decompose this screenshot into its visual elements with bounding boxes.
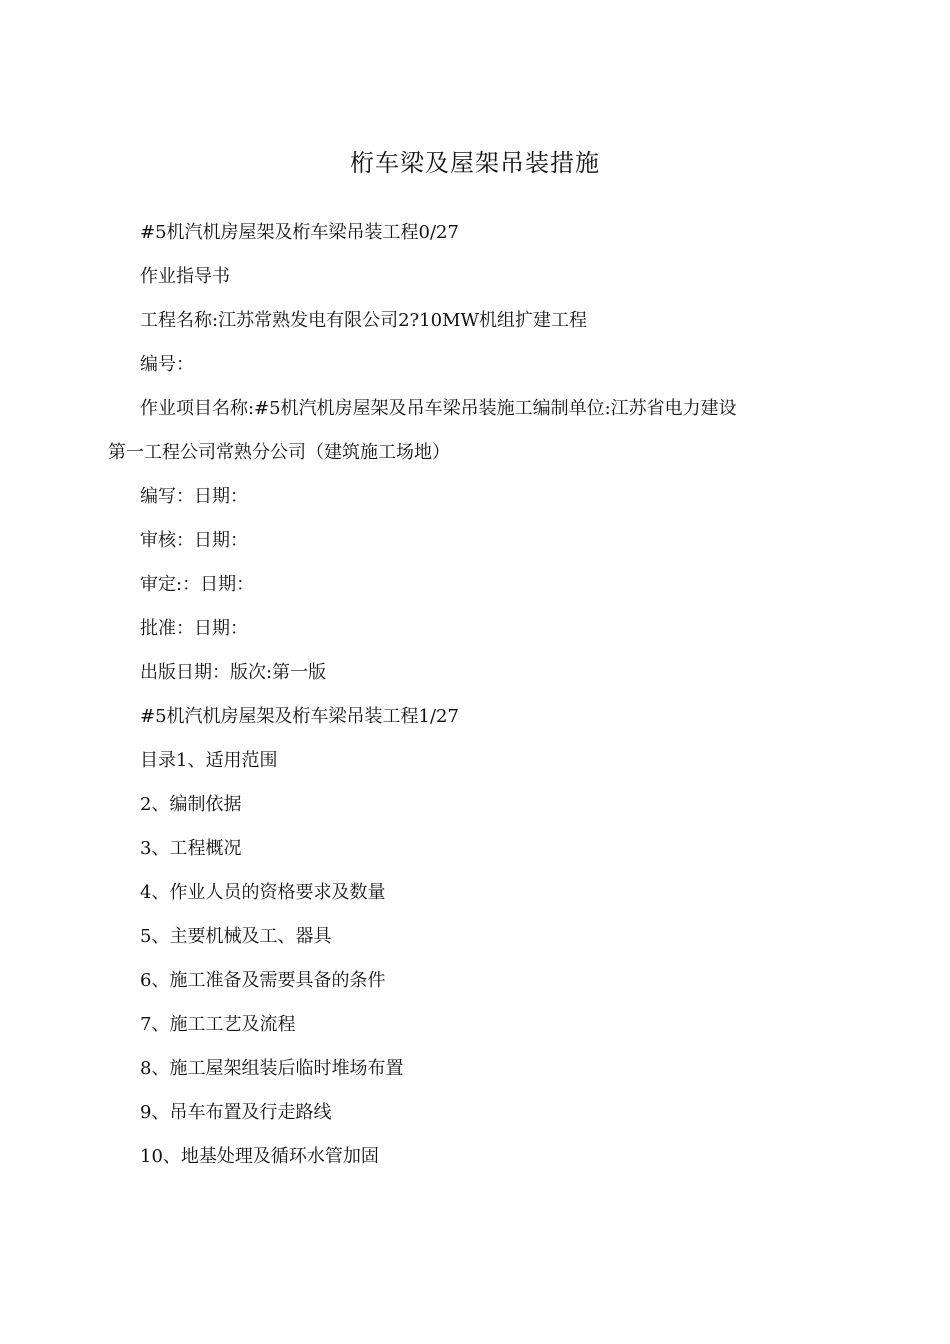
paragraph-project-name: 工程名称:江苏常熟发电有限公司2?10MW机组扩建工程	[140, 310, 588, 331]
paragraph-guide-title: 作业指导书	[140, 266, 230, 287]
toc-item: 3、工程概况	[140, 838, 242, 859]
paragraph-number: 编号：	[140, 354, 194, 375]
paragraph-publication: 出版日期：版次:第一版	[140, 662, 327, 683]
toc-item: 8、施工屋架组装后临时堆场布置	[140, 1058, 404, 1079]
toc-item: 4、作业人员的资格要求及数量	[140, 882, 386, 903]
document-title: 桁车梁及屋架吊装措施	[350, 149, 600, 177]
toc-item: 目录1、适用范围	[140, 750, 278, 771]
paragraph-approved-by: 批准：日期：	[140, 618, 248, 639]
paragraph-work-item: 作业项目名称:#5机汽机房屋架及吊车梁吊装施工编制单位:江苏省电力建设	[140, 398, 737, 419]
toc-item: 9、吊车布置及行走路线	[140, 1102, 332, 1123]
paragraph-reviewed-by: 审核：日期：	[140, 530, 248, 551]
paragraph-work-item-continued: 第一工程公司常熟分公司（建筑施工场地）	[108, 442, 450, 463]
toc-item: 6、施工准备及需要具备的条件	[140, 970, 386, 991]
toc-item: 7、施工工艺及流程	[140, 1014, 296, 1035]
paragraph-verified-by: 审定:：日期：	[140, 574, 255, 595]
toc-item: 5、主要机械及工、器具	[140, 926, 332, 947]
paragraph-header-0-27: #5机汽机房屋架及桁车梁吊装工程0/27	[140, 222, 459, 243]
toc-item: 2、编制依据	[140, 794, 242, 815]
paragraph-header-1-27: #5机汽机房屋架及桁车梁吊装工程1/27	[140, 706, 459, 727]
toc-item: 10、地基处理及循环水管加固	[140, 1146, 379, 1167]
paragraph-written-by: 编写：日期：	[140, 486, 248, 507]
